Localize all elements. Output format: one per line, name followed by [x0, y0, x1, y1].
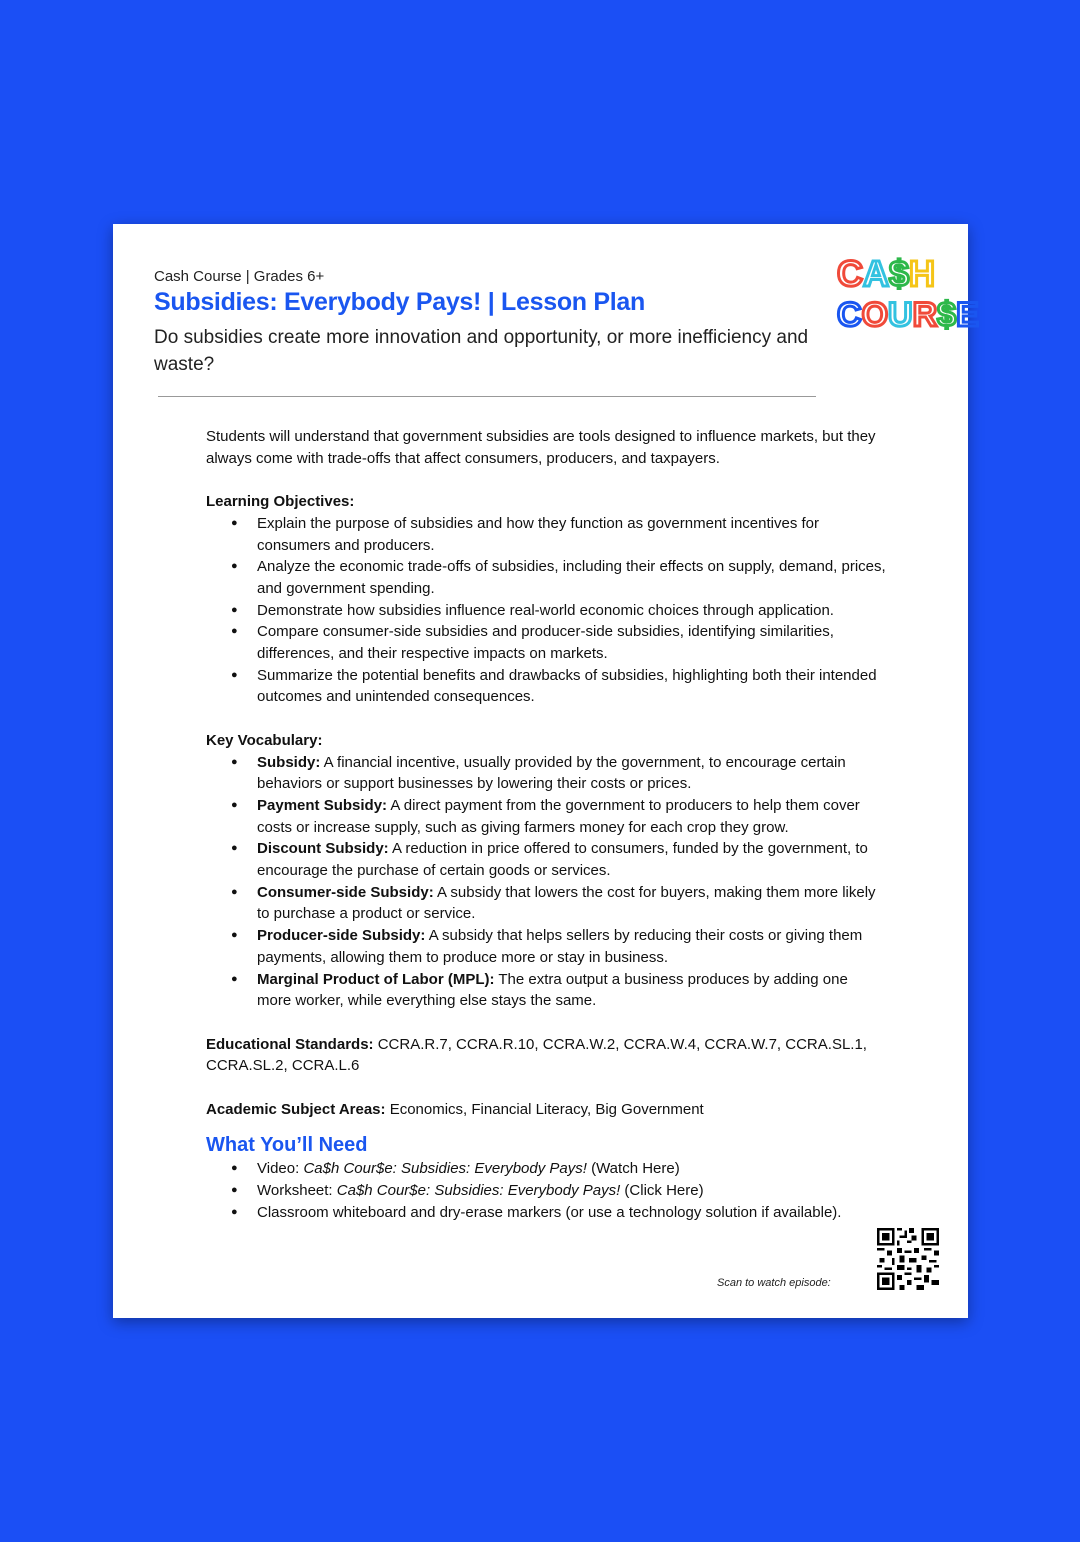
objectives-list	[206, 513, 886, 708]
vocab-definition: A reduction in price offered to consumers, funded by the government, to encourage the purchase of certain goods or services.	[257, 840, 868, 880]
vocab-term: Subsidy:	[257, 753, 321, 771]
subjects-label: Academic Subject Areas:	[206, 1100, 386, 1118]
material-prefix: Worksheet:	[257, 1182, 337, 1200]
vocab-item	[257, 838, 886, 881]
watch-here-link[interactable]: (Watch Here)	[586, 1160, 680, 1178]
objectives-label: Learning Objectives:	[206, 493, 355, 511]
vocabulary-label: Key Vocabulary:	[206, 731, 323, 749]
vocab-item	[257, 925, 886, 968]
objective-item: ● Compare consumer-side subsidies and producer-side subsidies, identifying similarities, differences, and their respective impacts on markets.	[257, 621, 886, 664]
vocab-item	[257, 795, 886, 838]
objective-item: ● Summarize the potential benefits and drawbacks of subsidies, highlighting both their intended outcomes and unintended consequences.	[257, 665, 886, 708]
academic-subject-areas	[206, 1099, 886, 1121]
material-item-worksheet	[257, 1180, 886, 1202]
qr-code-icon[interactable]	[877, 1228, 939, 1290]
page-subtitle: Do subsidies create more innovation and opportunity, or more inefficiency and waste?	[154, 327, 809, 375]
what-youll-need-heading: What You’ll Need	[206, 1134, 368, 1157]
scan-label: Scan to watch episode:	[717, 1277, 831, 1289]
vocab-definition: A direct payment from the government to producers to help them cover costs or increase supply, such as giving farmers money for each crop they grow.	[257, 796, 860, 836]
material-title: Ca$h Cour$e: Subsidies: Everybody Pays!	[303, 1160, 587, 1178]
vocabulary-list	[206, 752, 886, 1012]
intro-text: Students will understand that government subsidies are tools designed to influence markets, but they always come with trade-offs that affect consumers, producers, and taxpayers.	[206, 428, 876, 467]
svg-text:CA$H: CA$H	[837, 253, 936, 294]
lesson-content	[206, 426, 886, 1224]
material-item-video	[257, 1158, 886, 1180]
vocab-definition: A subsidy that helps sellers by reducing their costs or giving them payments, allowing them to produce more or stay in business.	[257, 927, 863, 966]
materials-list	[206, 1158, 886, 1223]
standards-label: Educational Standards:	[206, 1035, 374, 1053]
vocab-definition: A subsidy that lowers the cost for buyers, making them more likely to purchase a product or service.	[257, 883, 876, 923]
standards-value: CCRA.R.7, CCRA.R.10, CCRA.W.2, CCRA.W.4, CCRA.W.7, CCRA.SL.1, CCRA.SL.2, CCRA.L.6	[206, 1035, 867, 1075]
svg-text:COUR$E: COUR$E	[837, 296, 979, 334]
vocab-term: Payment Subsidy:	[257, 796, 388, 814]
page-title: Subsidies: Everybody Pays! | Lesson Plan	[154, 288, 646, 316]
lesson-plan-page	[113, 224, 979, 1318]
vocab-term: Marginal Product of Labor (MPL):	[257, 970, 495, 988]
material-title: Ca$h Cour$e: Subsidies: Everybody Pays!	[336, 1182, 621, 1200]
vocab-definition: The extra output a business produces by adding one more worker, while everything else stays the same.	[257, 970, 848, 1010]
cash-course-logo	[835, 248, 979, 334]
educational-standards	[206, 1034, 886, 1077]
material-item-whiteboard	[257, 1202, 886, 1224]
vocab-term: Producer-side Subsidy:	[257, 927, 426, 945]
vocab-item	[257, 882, 886, 925]
objective-item: ● Explain the purpose of subsidies and how they function as government incentives for consumers and producers.	[257, 513, 886, 556]
material-prefix: Video:	[257, 1160, 304, 1178]
objective-item: ● Analyze the economic trade-offs of subsidies, including their effects on supply, demand, prices, and government spending.	[257, 556, 886, 599]
vocab-term: Consumer-side Subsidy:	[257, 883, 434, 901]
vocab-item	[257, 752, 886, 795]
objective-item: ● Demonstrate how subsidies influence real-world economic choices through application.	[257, 600, 886, 622]
subjects-value: Economics, Financial Literacy, Big Government	[385, 1100, 704, 1118]
vocab-term: Discount Subsidy:	[257, 840, 389, 858]
vocab-definition: A financial incentive, usually provided by the government, to encourage certain behaviors or support businesses by lowering their costs or prices.	[257, 753, 846, 793]
click-here-link[interactable]: (Click Here)	[620, 1182, 704, 1200]
divider	[158, 396, 816, 397]
material-prefix: Classroom whiteboard and dry-erase markers (or use a technology solution if available).	[257, 1203, 842, 1221]
pre-title: Cash Course | Grades 6+	[154, 268, 325, 285]
vocab-item	[257, 969, 886, 1012]
